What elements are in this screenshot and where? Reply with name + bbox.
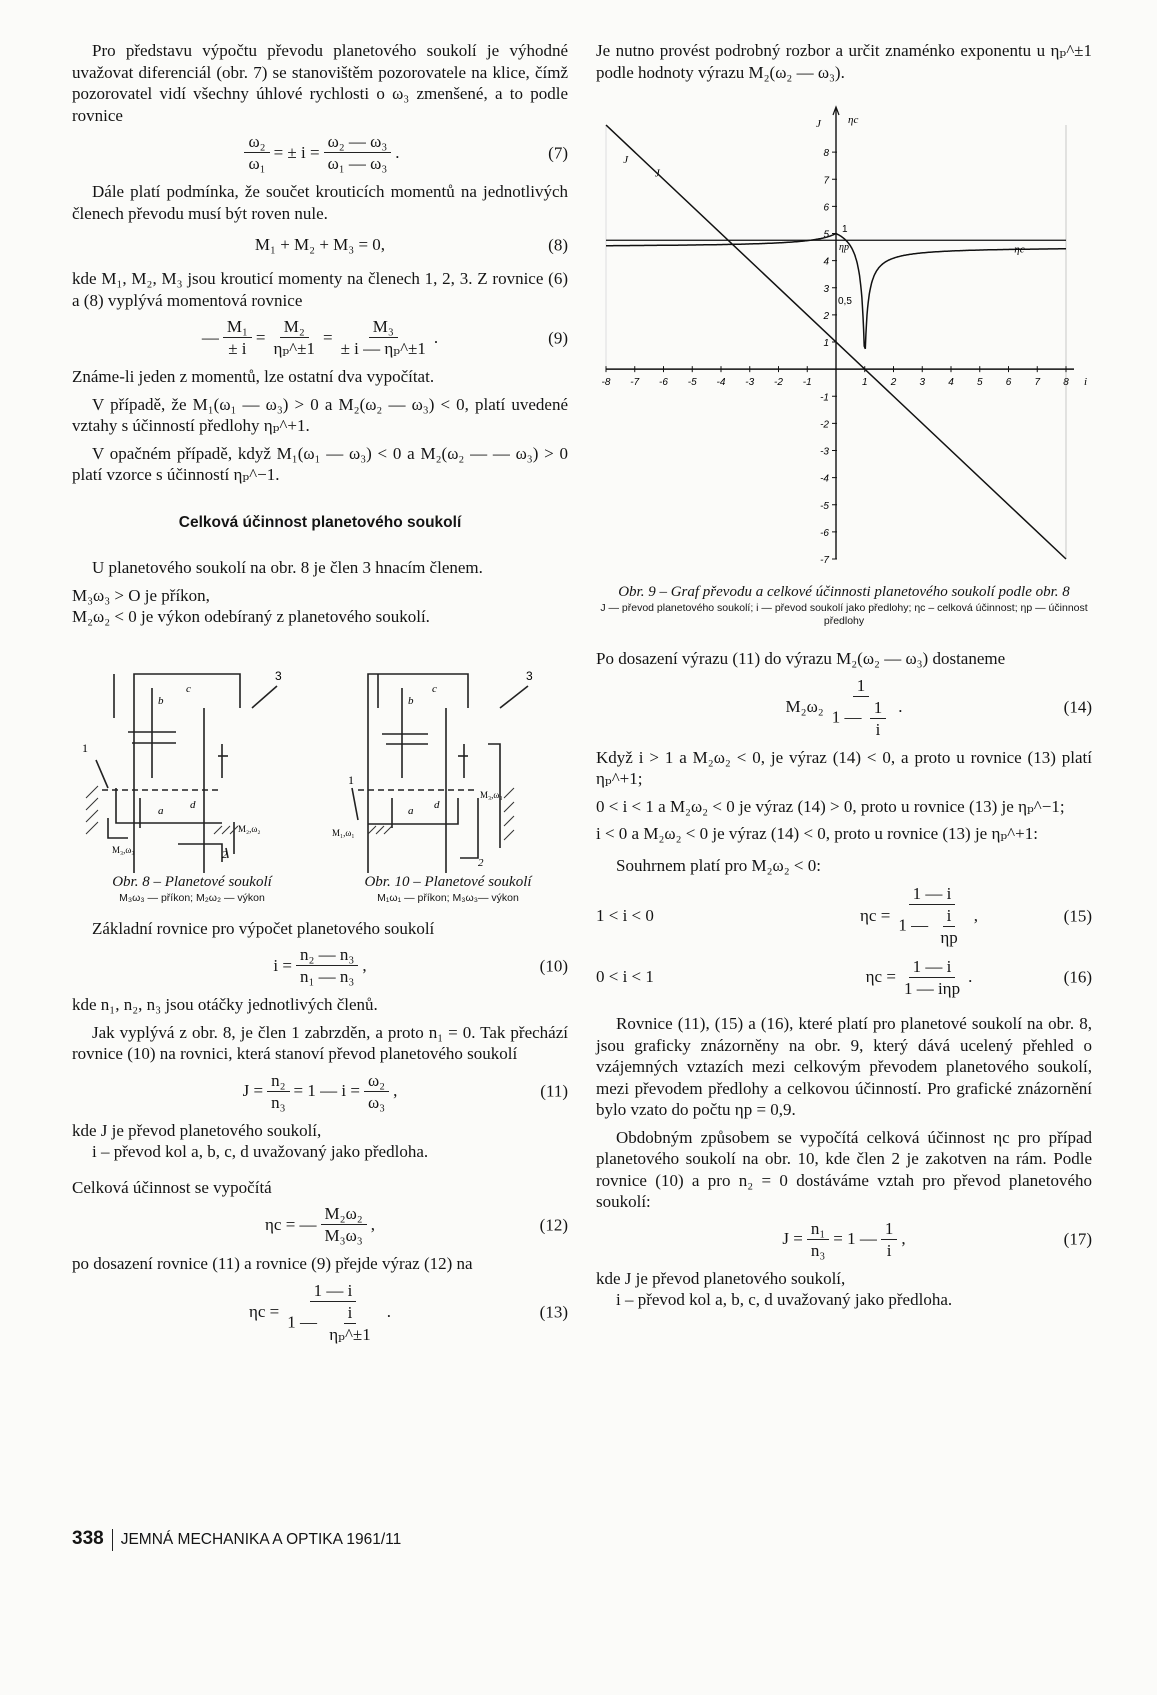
equation-17: J = $\frac{\text{n₁}}{\text{n₃}}$ = 1 — $\frac{1}{i}$ , (17) [782,1218,1092,1260]
label: d [190,798,196,811]
section-heading: Celková účinnost planetového soukolí [178,513,462,531]
equation-8: M₁ + M₂ + M₃ = 0, (8) [254,235,568,255]
label: a [158,804,164,817]
paragraph: V případě, že M₁(ω₁ — ω₃) > 0 a M₂(ω₂ — ω₃) < 0, platí uvedené vztahy s účinností předlohy ηₚ^+1. [72,394,568,435]
paragraph: Po dosazení výrazu (11) do výrazu M₂(ω₂ — ω₃) dostaneme [596,649,1006,668]
figure-10-subcaption: M₁ω₁ — příkon; M₃ω₃— výkon [377,891,519,904]
paragraph: i – převod kol a, b, c, d uvažovaný jako předloha. [616,1290,953,1309]
paragraph: Dále platí podmínka, že součet krouticích momentů na jednotlivých členech převodu musí být roven nule. [72,182,568,223]
paragraph: kde n₁, n₂, n₃ jsou otáčky jednotlivých členů. [72,995,378,1014]
journal-name: JEMNÁ MECHANIKA A OPTIKA 1961/11 [120,1531,402,1548]
figure-9-subcaption: J — převod planetového soukolí; i — převod soukolí jako předlohy; ηc – celková účinnost; ηp — účinnost předlohy [600,602,1088,627]
equation-number: (12) [539,1214,568,1234]
paragraph: Celková účinnost se vypočítá [72,1177,272,1197]
x-tick-label: 6 [1005,377,1012,389]
paragraph: V opačném případě, když M₁(ω₁ — ω₃) < 0 a M₂(ω₂ — — ω₃) > 0 platí vzorce s účinností ηₚ^−1. [72,443,568,484]
x-tick-label: -5 [687,377,697,389]
label: 3 [526,668,533,683]
x-tick-label: 5 [976,377,983,389]
figure-10-caption: Obr. 10 – Planetové soukolí [364,873,532,890]
equation-12: ηc = — $\frac{\text{M₂ω₂}}{\text{M₃ω₃}}$ , (12) [265,1204,568,1245]
annotation-etap: ηp [839,241,849,253]
equation-10: i = $\frac{\text{n₂ — n₃}}{\text{n₁ — n₃}}$ , (10) [273,945,568,986]
x-tick-label: -1 [802,377,812,389]
paragraph: M₂ω₂ < 0 je výkon odebíraný z planetového soukolí. [72,607,430,626]
figure-8-drawing [72,648,312,873]
paragraph: Obdobným způsobem se vypočítá celková účinnost ηc pro případ planetového soukolí na obr. 10, kde člen 2 je zakotven na rám. Podle rovnice (10) a pro n₂ = 0 dostáváme vztah pro převod planetového soukolí: [596,1127,1092,1211]
equation-14: M₂ω₂ 1 1 — $\frac{1}{i}$ . (14) [785,675,1092,739]
label: c [432,682,437,695]
paragraph: Rovnice (11), (15) a (16), které platí pro planetové soukolí na obr. 8, jsou graficky znázorněny na obr. 9, který dává ucelený přehled o vzájemných vztazích mezi celkovým převodem planetového soukolí, mezi převodem předlohy a celkovou účinností. Pro grafické znázornění bylo vzato do počtu ηp = 0,9. [596,1014,1092,1119]
paragraph: Základní rovnice pro výpočet planetového soukolí [92,918,435,938]
paragraph: Známe-li jeden z momentů, lze ostatní dva vypočítat. [72,367,435,386]
figures-row [72,648,568,918]
x-tick-label: -4 [716,377,726,389]
paragraph: 0 < i < 1 a M₂ω₂ < 0 je výraz (14) > 0, proto u rovnice (13) je ηₚ^−1; [596,796,1065,816]
paragraph: M₃ω₃ > O je příkon, [72,585,210,605]
equation-number: (14) [1063,697,1092,717]
x-tick-label: 8 [1063,377,1069,389]
label: M₁,ω₁ [332,827,355,838]
figure-8-subcaption: M₃ω₃ — příkon; M₂ω₂ — výkon [119,891,265,904]
x-axis-label: i [1084,376,1088,389]
equation-number: (15) [1063,905,1092,925]
label: b [158,694,164,707]
figure-9-caption: Obr. 9 – Graf převodu a celkové účinnosti planetového soukolí podle obr. 8 [618,584,1070,600]
x-tick-label: -2 [774,377,783,389]
series-etac-label: ηc [1014,243,1025,256]
equation-number: (16) [1063,967,1092,987]
x-tick-label: -6 [659,377,668,389]
label: M₂,ω₂ [238,823,261,834]
label: 1 [348,772,354,787]
annotation-one: 1 [842,224,848,236]
label: 1 [82,740,88,755]
annotation-half: 0,5 [838,296,852,308]
paragraph: Je nutno provést podrobný rozbor a určit znaménko exponentu u ηₚ^±1 podle hodnoty výrazu M₂(ω₂ — ω₃). [596,41,1092,82]
y-tick-label: 6 [823,202,829,214]
y-tick-label: 8 [823,148,829,160]
label: 2 [222,848,228,861]
y-tick-label: 2 [823,310,829,322]
y-tick-label: 3 [823,283,829,295]
x-tick-label: -7 [630,377,640,389]
x-tick-label: -8 [601,377,611,389]
y-tick-label: -4 [820,473,829,485]
paragraph: U planetového soukolí na obr. 8 je člen 3 hnacím členem. [92,558,483,577]
paragraph: Když i > 1 a M₂ω₂ < 0, je výraz (14) < 0, a proto u rovnice (13) platí ηₚ^+1; [596,747,1092,788]
equation-13: ηc = 1 — i 1 — $\frac{i}{\text{ηₚ\textasciicircum{}±1}}$ . (13) [248,1280,568,1344]
equation-15: 1 < i < 0 ηc = 1 — i 1 — $\frac{i}{\eta p}$ , (15) [596,884,1092,947]
label: M₃,ω₃ [112,844,135,855]
label: c [186,682,191,695]
paragraph: kde J je převod planetového soukolí, [596,1268,846,1288]
left-column [72,40,568,1352]
x-tick-label: 7 [1034,377,1041,389]
label: a [408,804,414,817]
label: d [434,798,440,811]
figure-8 [72,648,312,918]
label: 3 [275,668,282,683]
equation-number: (8) [548,235,568,255]
x-tick-label: 2 [890,377,897,389]
series-j-label-2: J [654,167,660,180]
chart-obr-9 [596,89,1092,579]
series-j-label: J [623,153,629,166]
y-tick-label: 1 [823,338,829,349]
equation-number: (11) [540,1081,568,1101]
paragraph: i – převod kol a, b, c, d uvažovaný jako předloha. [92,1142,429,1161]
equation-number: (17) [1063,1229,1092,1249]
y-tick-label: -3 [820,446,829,458]
paragraph: kde J je převod planetového soukolí, [72,1120,322,1140]
label: M₃,ω₃ [480,789,503,800]
page-number: 338 [72,1528,104,1549]
paragraph: Souhrnem platí pro M₂ω₂ < 0: [616,855,821,875]
x-tick-label: 3 [919,377,926,389]
y-tick-label: 5 [823,229,829,241]
y-tick-label: 4 [823,256,829,268]
paragraph: Pro představu výpočtu převodu planetového soukolí je výhodné uvažovat diferenciál (obr. 7) se stanovištěm pozorovatele na klice, čímž pozorovatel vidí všechny úhlové rychlosti o ω₃ zmenšené, a to podle rovnice [72,41,568,125]
label: 2 [478,856,484,869]
equation-number: (7) [548,142,568,162]
y-tick-label: -2 [820,419,829,431]
equation-9: — $\frac{\text{M₁}}{\pm i}$ = $\frac{\text{M₂}}{\text{ηₚ\textasciicircum{}±1}}$ = $\frac{\text{M₃}}{\text{± i — ηₚ\textasciicircum{}±1}}$ . (9) [201,317,568,358]
equation-11: J = $\frac{\text{n₂}}{\text{n₃}}$ = 1 — i = $\frac{\text{ω₂}}{\text{ω₃}}$ , (11) [242,1070,568,1112]
equation-number: (13) [539,1302,568,1322]
label: b [408,694,414,707]
equation-number: (10) [539,955,568,975]
y-tick-label: -7 [820,555,829,566]
figure-10-drawing [328,648,568,873]
equation-7: $\frac{\text{ω₂}}{\text{ω₁}}$ = ± i = $\frac{\text{ω₂ — ω₃}}{\text{ω₁ — ω₃}}$ . (7) [72,132,568,173]
figure-8-caption: Obr. 8 – Planetové soukolí [112,873,272,890]
right-column [596,40,1092,1317]
page-footer [72,1528,401,1551]
y-tick-label: 7 [823,175,829,187]
figure-10 [328,648,568,918]
x-tick-label: -3 [745,377,755,389]
y-axis-label-j: J [816,118,821,130]
paragraph: i < 0 a M₂ω₂ < 0 je výraz (14) < 0, proto u rovnice (13) je ηₚ^+1: [596,824,1038,843]
paragraph: kde M₁, M₂, M₃ jsou krouticí momenty na členech 1, 2, 3. Z rovnice (6) a (8) vyplývá momentová rovnice [72,269,568,310]
paragraph: Jak vyplývá z obr. 8, je člen 1 zabrzděn, a proto n₁ = 0. Tak přechází rovnice (10) na rovnici, která stanoví převod planetového soukolí [72,1022,568,1063]
x-tick-label: 1 [861,377,868,389]
y-axis-label-eta: ηc [848,114,859,126]
y-tick-label: -6 [820,527,829,539]
paragraph: po dosazení rovnice (11) a rovnice (9) přejde výraz (12) na [72,1254,473,1273]
y-tick-label: -5 [820,500,829,512]
x-tick-label: 4 [948,377,954,389]
equation-16: 0 < i < 1 ηc = $\frac{1 — i}{\text{1 — iηp}}$ . (16) [596,956,1092,998]
equation-number: (9) [548,327,568,347]
y-tick-label: -1 [820,392,829,404]
